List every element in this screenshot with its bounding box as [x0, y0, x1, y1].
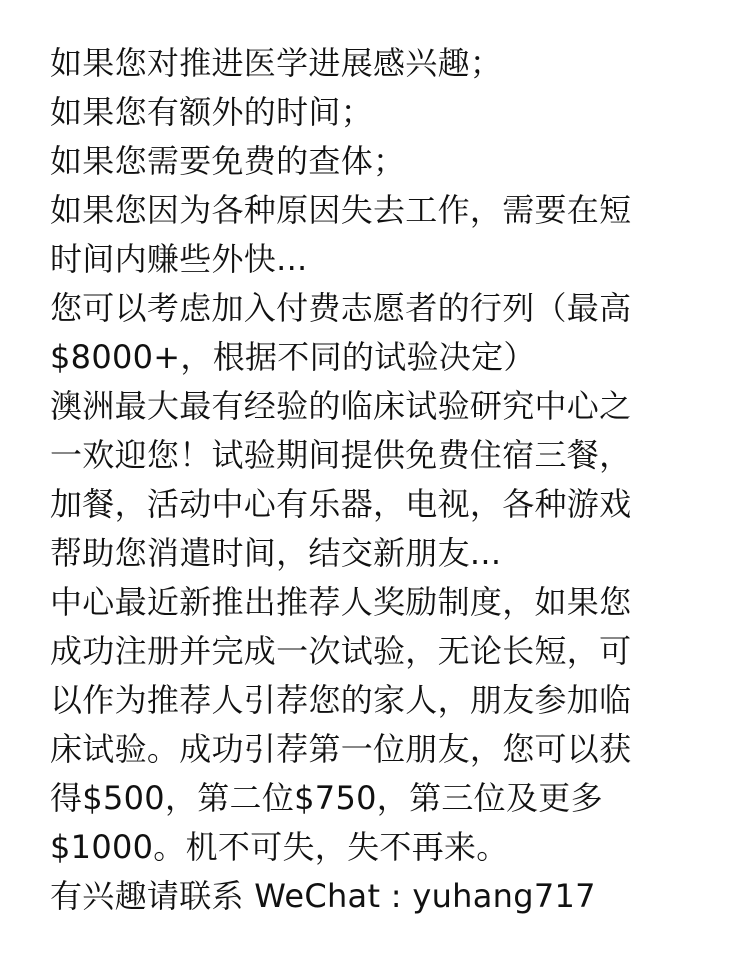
note-line: 床试验。成功引荐第一位朋友，您可以获 — [50, 730, 632, 768]
note-text — [50, 39, 690, 921]
note-line: 中心最近新推出推荐人奖励制度，如果您 — [50, 583, 632, 621]
note-line: 澳洲最大最有经验的临床试验研究中心之 — [50, 387, 632, 425]
note-line: 成功注册并完成一次试验，无论长短，可 — [50, 632, 632, 670]
note-line: 如果您需要免费的查体； — [50, 142, 406, 180]
note-line: $1000。机不可失，失不再来。 — [50, 828, 509, 866]
note-line: 如果您对推进医学进展感兴趣； — [50, 44, 503, 82]
note-line: 以作为推荐人引荐您的家人，朋友参加临 — [50, 681, 632, 719]
note-line: 加餐，活动中心有乐器，电视，各种游戏 — [50, 485, 632, 523]
note-line: 帮助您消遣时间，结交新朋友... — [50, 534, 502, 572]
note-line: 得$500，第二位$750，第三位及更多 — [50, 779, 603, 817]
contact-line: 有兴趣请联系 WeChat : yuhang717 — [50, 877, 596, 915]
note-line: 时间内赚些外快... — [50, 240, 308, 278]
note-line: $8000+，根据不同的试验决定） — [50, 338, 536, 376]
note-line: 一欢迎您！试验期间提供免费住宿三餐， — [50, 436, 632, 474]
note-line: 如果您因为各种原因失去工作，需要在短 — [50, 191, 632, 229]
note-line: 如果您有额外的时间； — [50, 93, 374, 131]
note-line: 您可以考虑加入付费志愿者的行列（最高 — [50, 289, 632, 327]
